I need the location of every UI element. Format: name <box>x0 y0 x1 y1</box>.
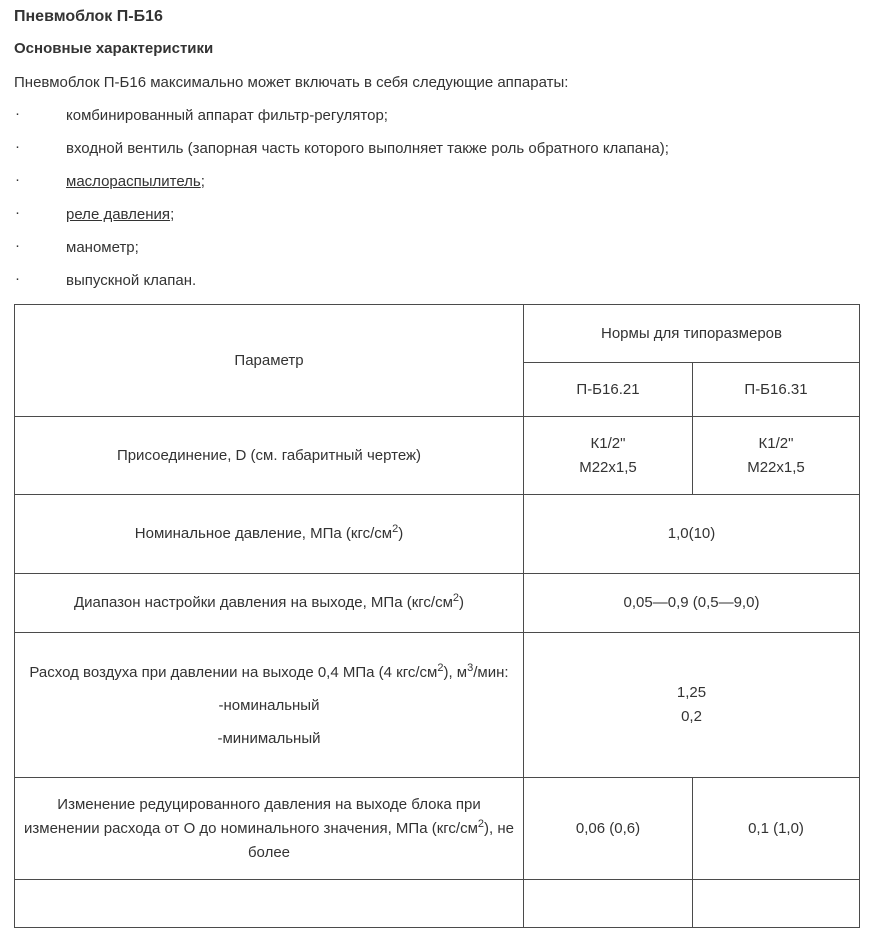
oil-sprayer-link[interactable]: маслораспылитель <box>66 173 201 190</box>
value-line: К1/2" <box>758 434 794 452</box>
list-item-suffix: ; <box>200 173 205 190</box>
list-item <box>14 106 859 126</box>
row-label: Присоединение, D (см. габаритный чертеж) <box>15 417 524 495</box>
list-item <box>14 172 859 192</box>
list-item-text: выпускной клапан. <box>66 272 197 289</box>
bullet-icon: · <box>15 138 20 155</box>
row-value: 0,1 (1,0) <box>693 778 860 880</box>
row-label: Изменение редуцированного давления на выходе блока при изменении расхода от О до номинального значения, МПа $(кгс/см^2)$, не более <box>15 778 524 880</box>
list-item <box>14 205 859 225</box>
row-value <box>693 417 860 495</box>
label-paragraph: Расход воздуха при давлении на выходе 0,4 МПа (4 кгс/$см^2$), $м^3$/мин: <box>29 661 509 681</box>
row-label <box>15 633 524 778</box>
intro-paragraph: Пневмоблок П-Б16 максимально может включать в себя следующие аппараты: <box>14 74 569 91</box>
row-value <box>524 880 693 928</box>
apparatus-list <box>14 106 859 291</box>
row-label <box>15 880 524 928</box>
row-value-merged: 0,05—0,9 (0,5—9,0) <box>524 574 860 633</box>
row-value <box>693 880 860 928</box>
table-row <box>15 778 860 880</box>
list-item-text: входной вентиль (запорная часть которого выполняет также роль обратного клапана); <box>66 140 669 157</box>
bullet-icon: · <box>15 270 20 287</box>
table-row-cutoff <box>15 880 860 928</box>
row-value: 0,06 (0,6) <box>524 778 693 880</box>
value-line: 0,2 <box>681 708 702 725</box>
table-row <box>15 417 860 495</box>
characteristics-table <box>14 304 860 928</box>
table-row <box>15 633 860 778</box>
bullet-icon: · <box>15 105 20 122</box>
header-cell-size1: П-Б16.21 <box>524 363 693 417</box>
value-line: М22х1,5 <box>747 458 805 476</box>
bullet-icon: · <box>15 171 20 188</box>
header-cell-parameter: Параметр <box>15 305 524 417</box>
value-line: М22х1,5 <box>579 458 637 476</box>
value-line: К1/2" <box>590 434 626 452</box>
header-cell-norms: Нормы для типоразмеров <box>524 305 860 363</box>
page-title: Пневмоблок П-Б16 <box>14 8 163 25</box>
bullet-icon: · <box>15 204 20 221</box>
table-row <box>15 574 860 633</box>
section-heading: Основные характеристики <box>14 40 214 57</box>
list-item-suffix: ; <box>170 206 175 223</box>
list-item <box>14 139 859 159</box>
label-paragraph: -минимальный <box>217 729 321 747</box>
list-item <box>14 238 859 258</box>
pressure-relay-link[interactable]: реле давления <box>66 206 171 223</box>
value-line: 1,25 <box>676 684 707 701</box>
row-label: Диапазон настройки давления на выходе, МПа $(кгс/см^2)$ <box>15 574 524 633</box>
row-value-merged <box>524 633 860 778</box>
table-row <box>15 495 860 574</box>
bullet-icon: · <box>15 237 20 254</box>
table-header-row <box>15 305 860 363</box>
list-item-text: комбинированный аппарат фильтр-регулятор; <box>66 107 388 124</box>
row-value-merged: 1,0(10) <box>524 495 860 574</box>
row-value <box>524 417 693 495</box>
header-cell-size2: П-Б16.31 <box>693 363 860 417</box>
list-item-text: манометр; <box>66 239 139 256</box>
list-item <box>14 271 859 291</box>
label-paragraph: -номинальный <box>218 696 320 714</box>
row-label: Номинальное давление, МПа $(кгс/см^2)$ <box>15 495 524 574</box>
